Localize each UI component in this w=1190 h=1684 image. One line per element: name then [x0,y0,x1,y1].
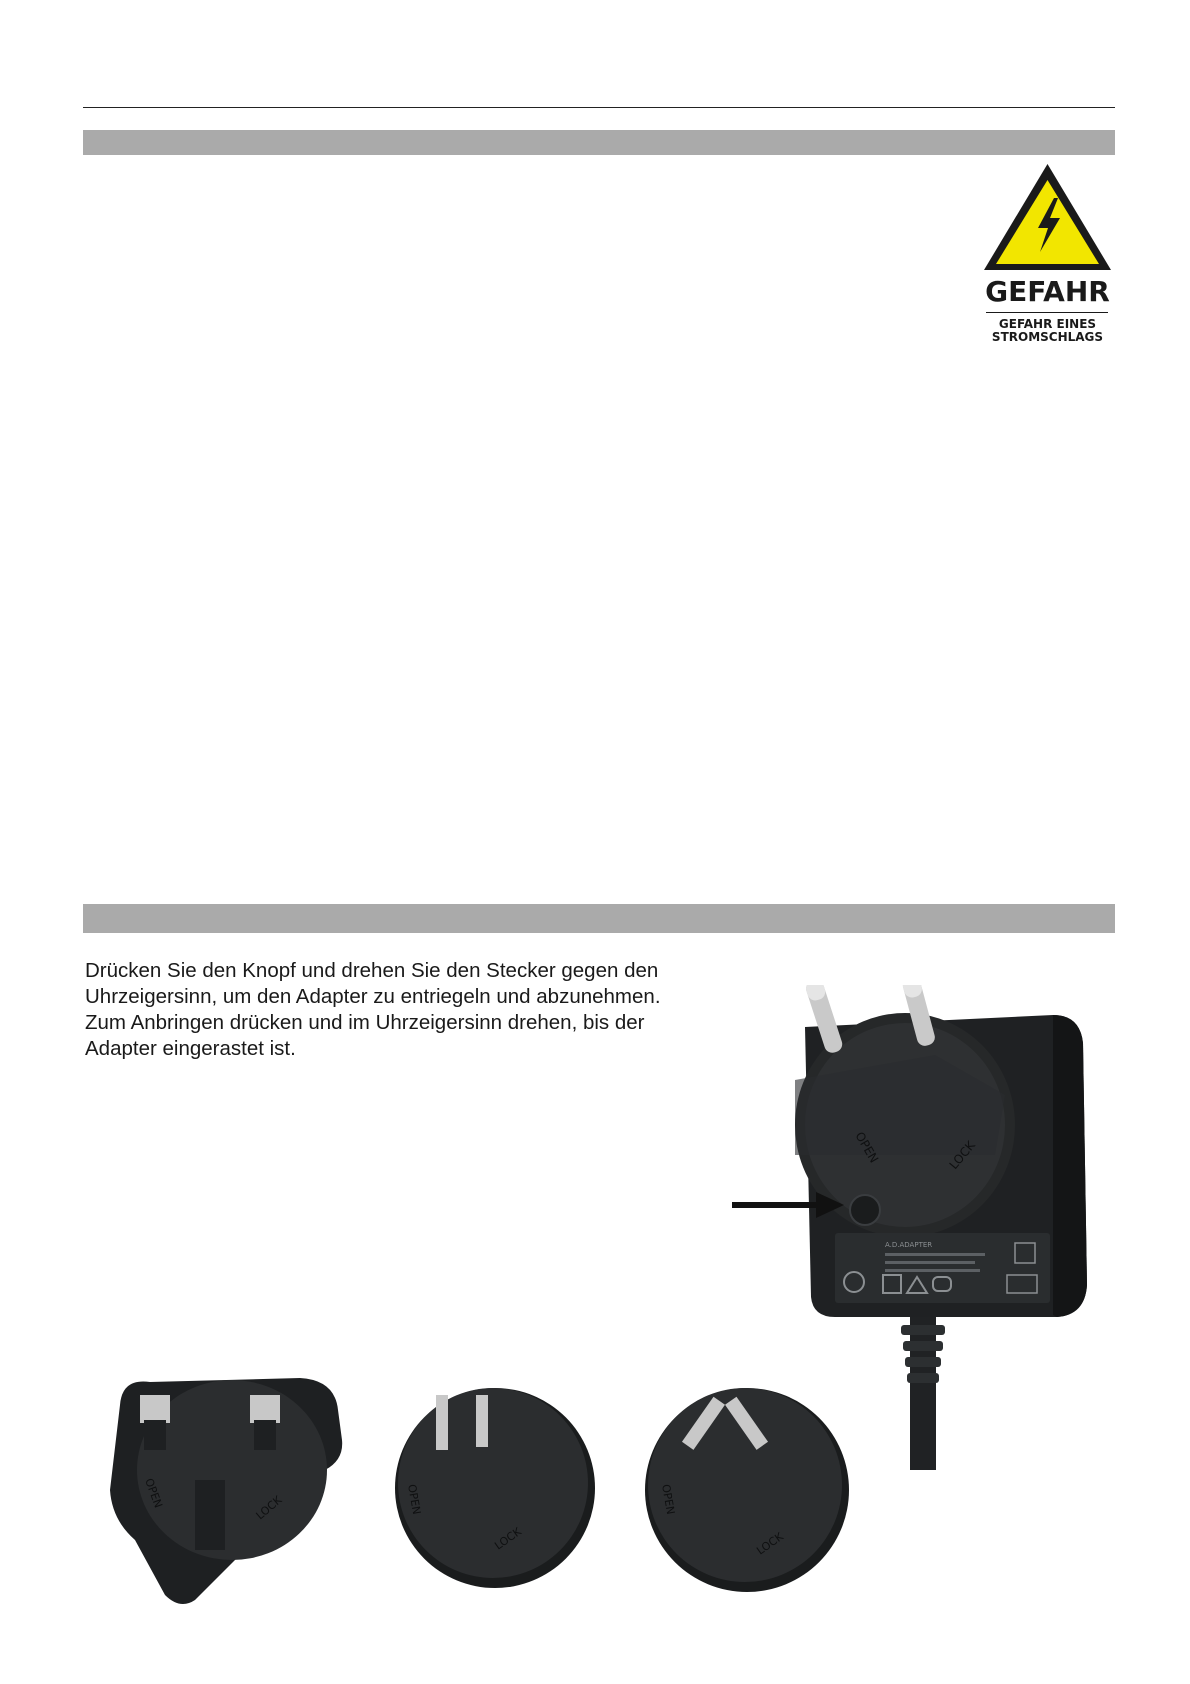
uk-plug-adapter-photo [100,1370,355,1610]
au-plug-lock-label: LOCK [754,1530,786,1558]
plug-open-label: OPEN [852,1129,882,1166]
instructions-line-4: Adapter eingerastet ist. [85,1037,296,1060]
instructions-line-2: Uhrzeigersinn, um den Adapter zu entriegeln und abzunehmen. [85,985,661,1008]
danger-subtitle [980,318,1115,344]
au-plug-adapter-photo [640,1375,855,1600]
uk-plug-open-label: OPEN [142,1476,165,1510]
lightning-bolt-triangle-icon [980,160,1115,275]
adapter-instructions [85,958,725,1062]
section-header-bar-safety [83,130,1115,155]
us-plug-lock-label: LOCK [492,1525,524,1553]
top-rule [83,107,1115,108]
instructions-line-1: Drücken Sie den Knopf und drehen Sie den Stecker gegen den [85,959,659,982]
danger-title: GEFAHR [985,275,1110,308]
adapter-label-brand: A.D.ADAPTER [885,1241,933,1249]
us-plug-adapter-photo [388,1375,603,1595]
us-plug-open-label: OPEN [405,1483,424,1516]
uk-plug-lock-label: LOCK [253,1493,285,1523]
au-plug-open-label: OPEN [659,1483,678,1516]
danger-divider [986,312,1108,313]
instructions-line-3: Zum Anbringen drücken und im Uhrzeigersinn drehen, bis der [85,1011,645,1034]
danger-subtitle-line-1: GEFAHR EINES [998,317,1097,331]
danger-subtitle-line-2: STROMSCHLAGS [991,330,1104,344]
plug-lock-label: LOCK [946,1138,978,1172]
section-header-bar-adapter [83,904,1115,933]
danger-warning-sign [980,160,1115,350]
release-button-arrow-icon [732,1190,844,1220]
